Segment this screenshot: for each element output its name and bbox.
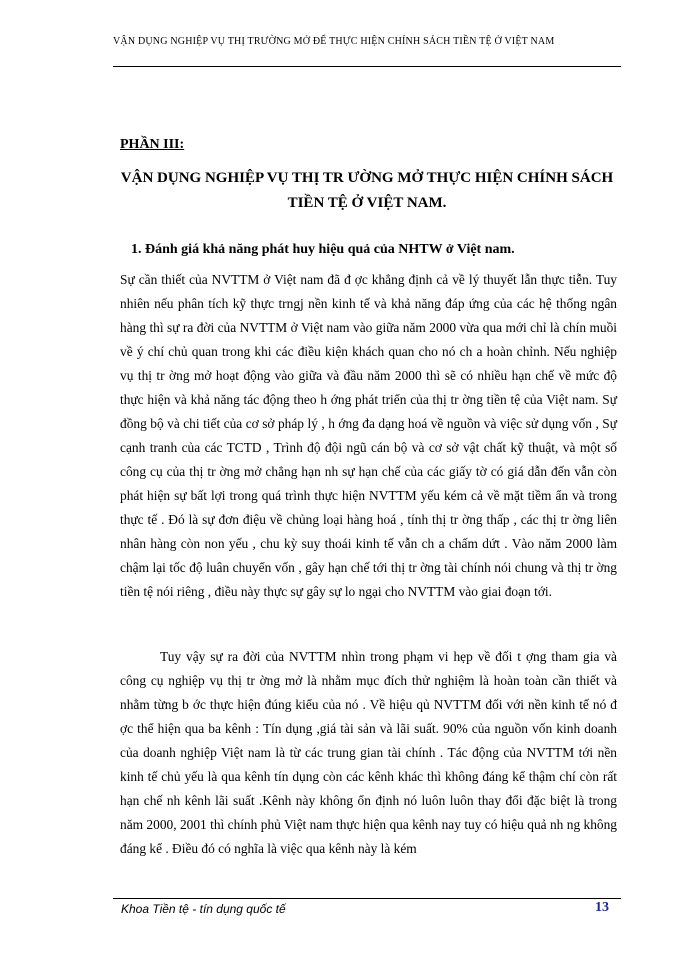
section-heading: 1. Đánh giá khả năng phát huy hiệu quả của NHTW ở Việt nam.: [131, 242, 515, 257]
header-divider: [113, 66, 621, 67]
part-label: PHẦN III:: [120, 137, 185, 152]
body-paragraph-1: Sự cần thiết của NVTTM ở Việt nam đã đ ợc khẳng định cả về lý thuyết lẫn thực tiễn. Tuy nhiên nếu phân tích kỹ thực trngj nền kinh tế và khả năng đáp ứng của các hệ thống ngân hàng thì sự ra đời của NVTTM ở Việt nam vào giữa năm 2000 vừa qua mới chỉ là chín muồi về ý chí chủ quan trong khi các điều kiện khách quan cho nó ch a hoàn chỉnh. Nếu nghiệp vụ thị tr ờng mở hoạt động vào giữa và đầu năm 2000 thì sẽ có nhiều hạn chế về mức độ thực hiện và khả năng tác động theo h ớng phát triển của thị tr ờng tiền tệ của Việt nam. Sự đồng bộ và chi tiết của cơ sở pháp lý , h ớng đa dạng hoá về nguồn và việc sử dụng vốn , Sự cạnh tranh của các TCTD , Trình độ đội ngũ cán bộ và cơ sở vật chất kỹ thuật, và một số công cụ của thị tr ờng mở chẳng hạn nh sự hạn chế của các giấy tờ có giá dẫn đến vẫn còn phát hiện sự bất lợi trong quá trình thực hiện NVTTM yếu kém cả về mặt tiềm ẩn và trong thực tế . Đó là sự đơn điệu về chủng loại hàng hoá , tính thị tr ờng thấp , các thị tr ờng liên nhân hàng còn non yếu , chu kỳ suy thoái kinh tế vẫn ch a chấm dứt . Vào năm 2000 làm chậm lại tốc độ luân chuyển vốn , gây hạn chế tới thị tr ờng tài chính nói chung và thị tr ờng tiền tệ nói riêng , điều này thực sự gây sự lo ngại cho NVTTM vào giai đoạn tới.: [120, 272, 617, 599]
running-header: VẬN DỤNG NGHIỆP VỤ THỊ TRƯỜNG MỞ ĐỂ THỰC HIỆN CHÍNH SÁCH TIỀN TỆ Ở VIỆT NAM: [113, 36, 555, 47]
page-number: 13: [595, 900, 609, 915]
footer-divider: [113, 898, 621, 899]
body-paragraph-2: Tuy vậy sự ra đời của NVTTM nhìn trong phạm vi hẹp về đối t ợng tham gia và công cụ nghiệp vụ thị tr ờng mở là nhằm mục đích thử nghiệm là hoàn toàn cần thiết và nhằm từng b ớc thực hiện đúng kiểu của nó . Về hiệu qủ NVTTM đối với nền kinh tế nó đ ợc thể hiện qua ba kênh : Tín dụng ,giá tài sản và lãi suất. 90% của nguồn vốn kinh doanh của doanh nghiệp Việt nam là từ các trung gian tài chính . Tác động của NVTTM tới nền kinh tế chủ yếu là qua kênh tín dụng còn các kênh khác thì không đáng kể thậm chí còn rất hạn chế nh kênh lãi suất .Kênh này không ổn định nó luôn luôn thay đổi đặc biệt là trong năm 2000, 2001 thì chính phủ Việt nam thực hiện qua kênh nay tuy có hiệu quả nh ng không đáng kể . Điều đó có nghĩa là việc qua kênh này là kém: [120, 649, 617, 856]
document-title: VẬN DỤNG NGHIỆP VỤ THỊ TR ƯỜNG MỞ THỰC HIỆN CHÍNH SÁCH TIỀN TỆ Ở VIỆT NAM.: [120, 170, 614, 211]
footer-faculty: Khoa Tiền tệ - tín dụng quốc tế: [121, 902, 286, 916]
